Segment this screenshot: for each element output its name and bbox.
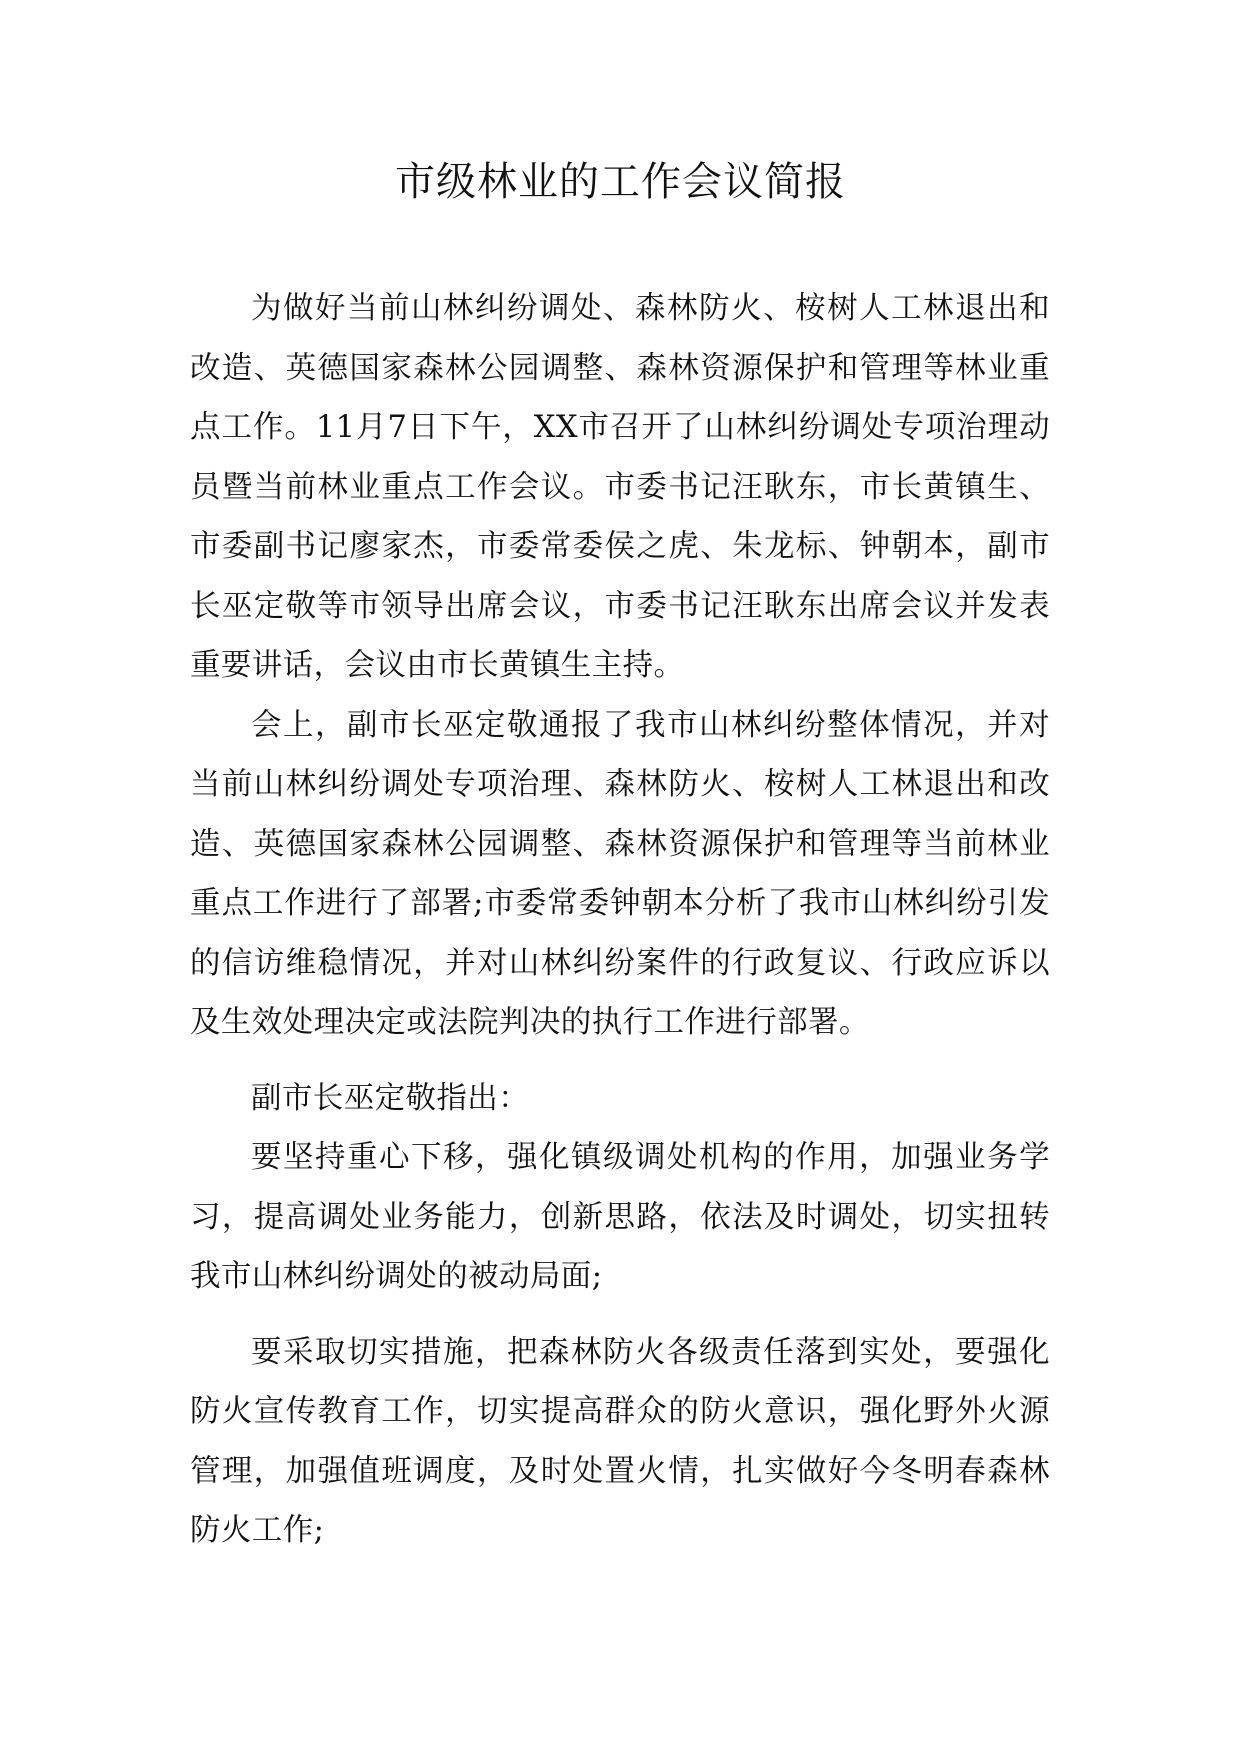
document-title: 市级林业的工作会议简报 — [395, 159, 846, 205]
paragraph-meeting-briefing: 会上，副市长巫定敬通报了我市山林纠纷整体情况，并对当前山林纠纷调处专项治理、森林防火、桉树人工林退出和改造、英德国家森林公园调整、森林资源保护和管理等当前林业重点工作进行了部署;市委常委钟朝本分析了我市山林纠纷引发的信访维稳情况，并对山林纠纷案件的行政复议、行政应诉以及生效处理决定或法院判决的执行工作进行部署。 — [190, 707, 1050, 1040]
paragraph-dispute-mediation: 要坚持重心下移，强化镇级调处机构的作用，加强业务学习，提高调处业务能力，创新思路，依法及时调处，切实扭转我市山林纠纷调处的被动局面; — [190, 1140, 1050, 1294]
paragraph-vice-mayor-pointed-out: 副市长巫定敬指出： — [251, 1080, 530, 1116]
paragraph-meeting-overview: 为做好当前山林纠纷调处、森林防火、桉树人工林退出和改造、英德国家森林公园调整、森林资源保护和管理等林业重点工作。11月7日下午，XX市召开了山林纠纷调处专项治理动员暨当前林业重点工作会议。市委书记汪耿东，市长黄镇生、市委副书记廖家杰，市委常委侯之虎、朱龙标、钟朝本，副市长巫定敬等市领导出席会议，市委书记汪耿东出席会议并发表重要讲话，会议由市长黄镇生主持。 — [190, 291, 1050, 683]
document-body — [190, 279, 1050, 1561]
paragraph-fire-prevention: 要采取切实措施，把森林防火各级责任落到实处，要强化防火宣传教育工作，切实提高群众的防火意识，强化野外火源管理，加强值班调度，及时处置火情，扎实做好今冬明春森林防火工作; — [190, 1334, 1050, 1548]
